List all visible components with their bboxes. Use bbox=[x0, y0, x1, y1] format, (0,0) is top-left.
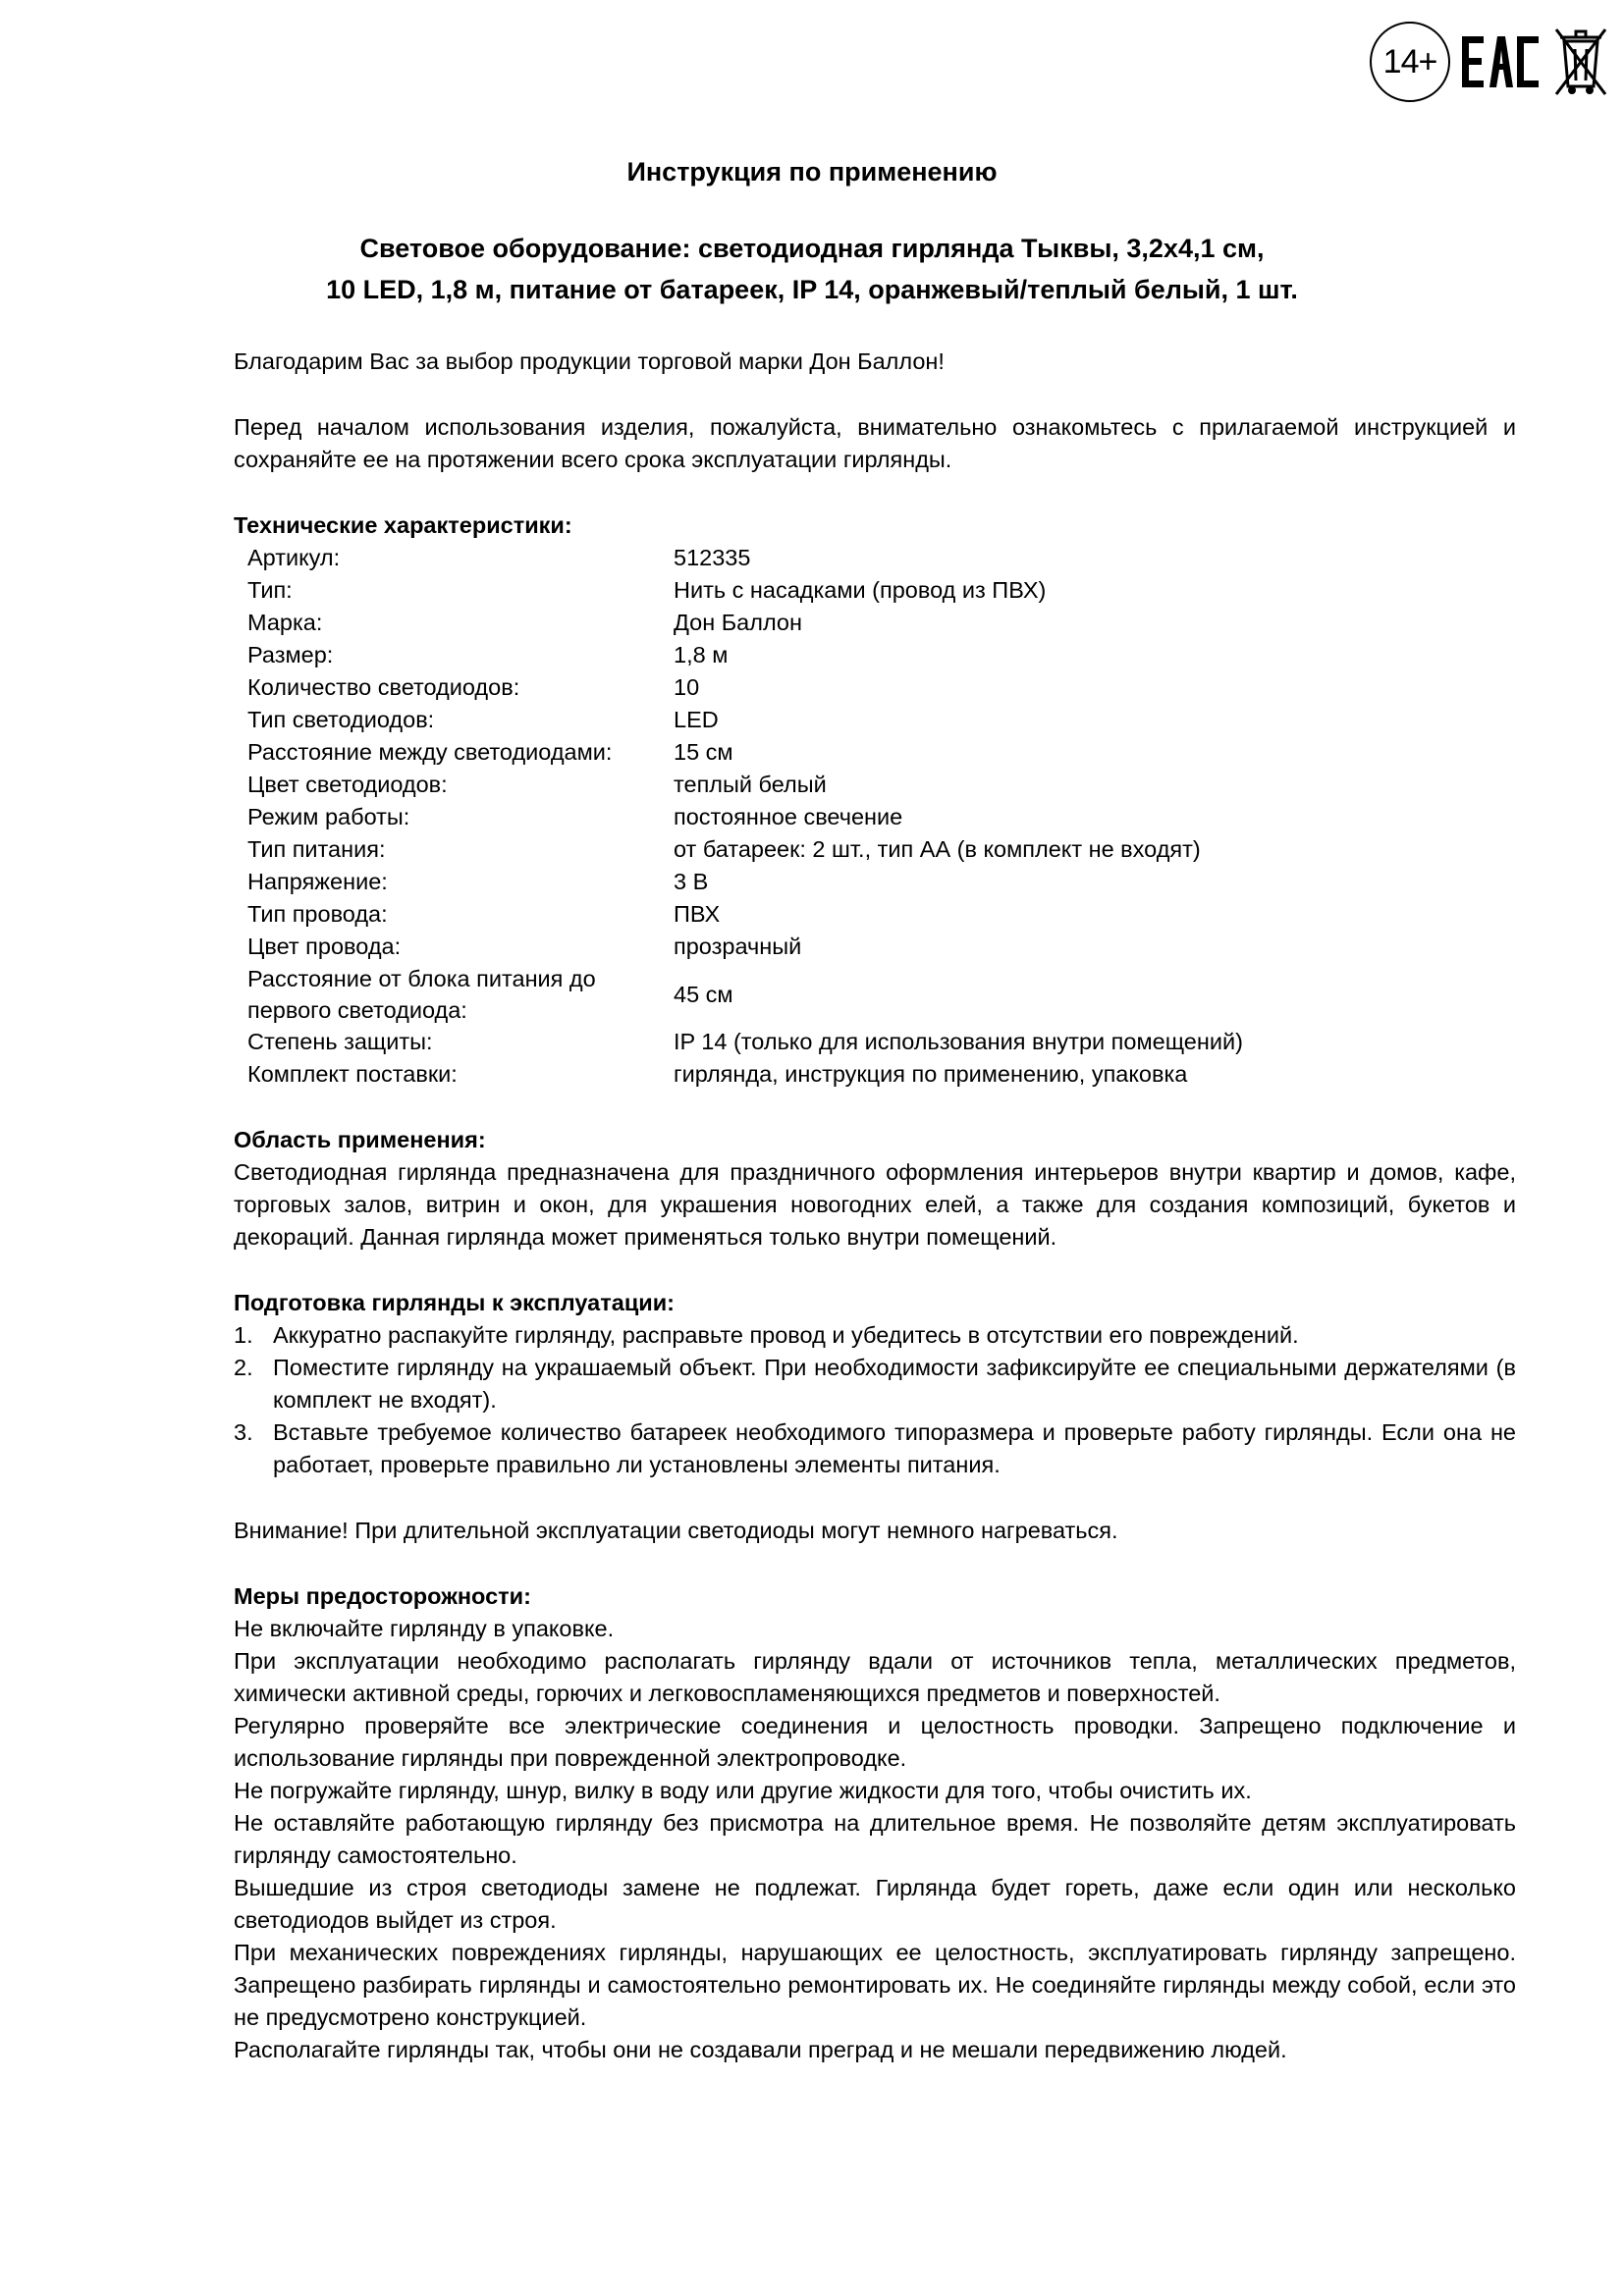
safety-item: При механических повреждениях гирлянды, нарушающих ее целостность, эксплуатировать гирлянду запрещено. Запрещено разбирать гирлянды и самостоятельно ремонтировать их. Не соединяйте гирлянды между собой, если это не предусмотрено конструкцией. bbox=[234, 1940, 1516, 2030]
safety-item: Вышедшие из строя светодиоды замене не подлежат. Гирлянда будет гореть, даже если один или несколько светодиодов выйдет из строя. bbox=[234, 1875, 1516, 1933]
certification-marks bbox=[1370, 22, 1609, 102]
spec-row bbox=[247, 1058, 1243, 1091]
spec-key: Напряжение: bbox=[247, 869, 388, 894]
safety-item: Регулярно проверяйте все электрические соединения и целостность проводки. Запрещено подключение и использование гирлянды при поврежденной электропроводке. bbox=[234, 1713, 1516, 1771]
spec-key: Расстояние от блока питания до первого светодиода: bbox=[247, 966, 596, 1023]
document-body bbox=[234, 346, 1516, 2066]
spec-value: 1,8 м bbox=[674, 642, 729, 667]
spec-row bbox=[247, 736, 1243, 769]
spec-key: Цвет провода: bbox=[247, 934, 402, 959]
spec-value: IP 14 (только для использования внутри помещений) bbox=[674, 1029, 1243, 1054]
spec-value: Дон Баллон bbox=[674, 610, 802, 635]
age-rating-badge bbox=[1370, 22, 1450, 102]
spec-key: Тип: bbox=[247, 577, 293, 603]
safety-item: Не оставляйте работающую гирлянду без присмотра на длительное время. Не позволяйте детям эксплуатировать гирлянду самостоятельно. bbox=[234, 1810, 1516, 1868]
specs-table bbox=[247, 542, 1243, 1091]
spec-row bbox=[247, 639, 1243, 671]
thanks-paragraph: Благодарим Вас за выбор продукции торговой марки Дон Баллон! bbox=[234, 348, 945, 374]
prep-step-number: 3. bbox=[234, 1419, 253, 1445]
spec-value: гирлянда, инструкция по применению, упаковка bbox=[674, 1061, 1188, 1087]
spec-value: 45 см bbox=[674, 981, 733, 1007]
spec-value: ПВХ bbox=[674, 901, 721, 927]
spec-key: Количество светодиодов: bbox=[247, 674, 520, 700]
spec-row bbox=[247, 769, 1243, 801]
spec-key: Цвет светодиодов: bbox=[247, 772, 448, 797]
safety-item: Не погружайте гирлянду, шнур, вилку в воду или другие жидкости для того, чтобы очистить их. bbox=[234, 1778, 1252, 1803]
crossed-bin-svg bbox=[1552, 22, 1609, 102]
spec-key: Тип провода: bbox=[247, 901, 388, 927]
spec-key: Артикул: bbox=[247, 545, 341, 570]
document-title: Инструкция по применению bbox=[626, 157, 998, 187]
spec-value: 3 В bbox=[674, 869, 709, 894]
prep-step bbox=[234, 1319, 1516, 1352]
safety-list bbox=[234, 1613, 1516, 2066]
spec-value: постоянное свечение bbox=[674, 804, 903, 829]
safety-item: Располагайте гирлянды так, чтобы они не создавали преград и не мешали передвижению людей. bbox=[234, 2037, 1287, 2062]
area-paragraph: Светодиодная гирлянда предназначена для праздничного оформления интерьеров внутри квартир и домов, кафе, торговых залов, витрин и окон, для украшения новогодних елей, а также для создания композиций, букетов и декораций. Данная гирлянда может применяться только внутри помещений. bbox=[234, 1159, 1516, 1250]
eac-mark-icon bbox=[1460, 27, 1543, 97]
spec-value: от батареек: 2 шт., тип АА (в комплект не входят) bbox=[674, 836, 1201, 862]
spec-key: Режим работы: bbox=[247, 804, 410, 829]
area-heading: Область применения: bbox=[234, 1127, 486, 1152]
safety-item: Не включайте гирлянду в упаковке. bbox=[234, 1616, 615, 1641]
spec-row bbox=[247, 963, 1243, 1026]
prep-step bbox=[234, 1352, 1516, 1416]
spec-row bbox=[247, 866, 1243, 898]
product-title-line-2: 10 LED, 1,8 м, питание от батареек, IP 14, оранжевый/теплый белый, 1 шт. bbox=[326, 275, 1298, 304]
spec-row bbox=[247, 574, 1243, 607]
notice-paragraph: Перед началом использования изделия, пожалуйста, внимательно ознакомьтесь с прилагаемой инструкцией и сохраняйте ее на протяжении всего срока эксплуатации гирлянды. bbox=[234, 414, 1516, 472]
spec-row bbox=[247, 931, 1243, 963]
spec-key: Марка: bbox=[247, 610, 323, 635]
spec-key: Тип светодиодов: bbox=[247, 707, 435, 732]
spec-value: 512335 bbox=[674, 545, 751, 570]
safety-item: При эксплуатации необходимо располагать гирлянду вдали от источников тепла, металлических предметов, химически активной среды, горючих и легковоспламеняющихся предметов и поверхностей. bbox=[234, 1648, 1516, 1706]
spec-value: Нить с насадками (провод из ПВХ) bbox=[674, 577, 1047, 603]
spec-key: Степень защиты: bbox=[247, 1029, 433, 1054]
prep-step-number: 2. bbox=[234, 1355, 253, 1380]
prep-step-text: Поместите гирлянду на украшаемый объект. При необходимости зафиксируйте ее специальными держателями (в комплект не входят). bbox=[273, 1355, 1516, 1413]
spec-row bbox=[247, 801, 1243, 833]
spec-key: Расстояние между светодиодами: bbox=[247, 739, 613, 765]
spec-key: Тип питания: bbox=[247, 836, 386, 862]
prep-step-text: Аккуратно распакуйте гирлянду, расправьте провод и убедитесь в отсутствии его повреждений. bbox=[273, 1322, 1299, 1348]
spec-value: прозрачный bbox=[674, 934, 802, 959]
age-rating-text: 14+ bbox=[1382, 42, 1437, 80]
spec-row bbox=[247, 898, 1243, 931]
spec-value: LED bbox=[674, 707, 719, 732]
product-title-line-1: Световое оборудование: светодиодная гирлянда Тыквы, 3,2х4,1 см, bbox=[359, 234, 1265, 263]
prep-step-number: 1. bbox=[234, 1322, 253, 1348]
safety-heading: Меры предосторожности: bbox=[234, 1583, 531, 1609]
spec-row bbox=[247, 833, 1243, 866]
prep-steps bbox=[234, 1319, 1516, 1481]
spec-key: Комплект поставки: bbox=[247, 1061, 458, 1087]
prep-heading: Подготовка гирлянды к эксплуатации: bbox=[234, 1290, 675, 1315]
spec-row bbox=[247, 704, 1243, 736]
spec-value: теплый белый bbox=[674, 772, 827, 797]
crossed-bin-icon bbox=[1552, 22, 1609, 102]
specs-heading: Технические характеристики: bbox=[234, 512, 572, 538]
spec-row bbox=[247, 607, 1243, 639]
spec-value: 15 см bbox=[674, 739, 733, 765]
spec-row bbox=[247, 1026, 1243, 1058]
prep-step bbox=[234, 1416, 1516, 1481]
spec-row bbox=[247, 542, 1243, 574]
eac-mark-svg bbox=[1460, 27, 1543, 97]
spec-value: 10 bbox=[674, 674, 700, 700]
spec-row bbox=[247, 671, 1243, 704]
warning-paragraph: Внимание! При длительной эксплуатации светодиоды могут немного нагреваться. bbox=[234, 1518, 1118, 1543]
spec-key: Размер: bbox=[247, 642, 334, 667]
prep-step-text: Вставьте требуемое количество батареек необходимого типоразмера и проверьте работу гирлянды. Если она не работает, проверьте правильно ли установлены элементы питания. bbox=[273, 1419, 1516, 1477]
